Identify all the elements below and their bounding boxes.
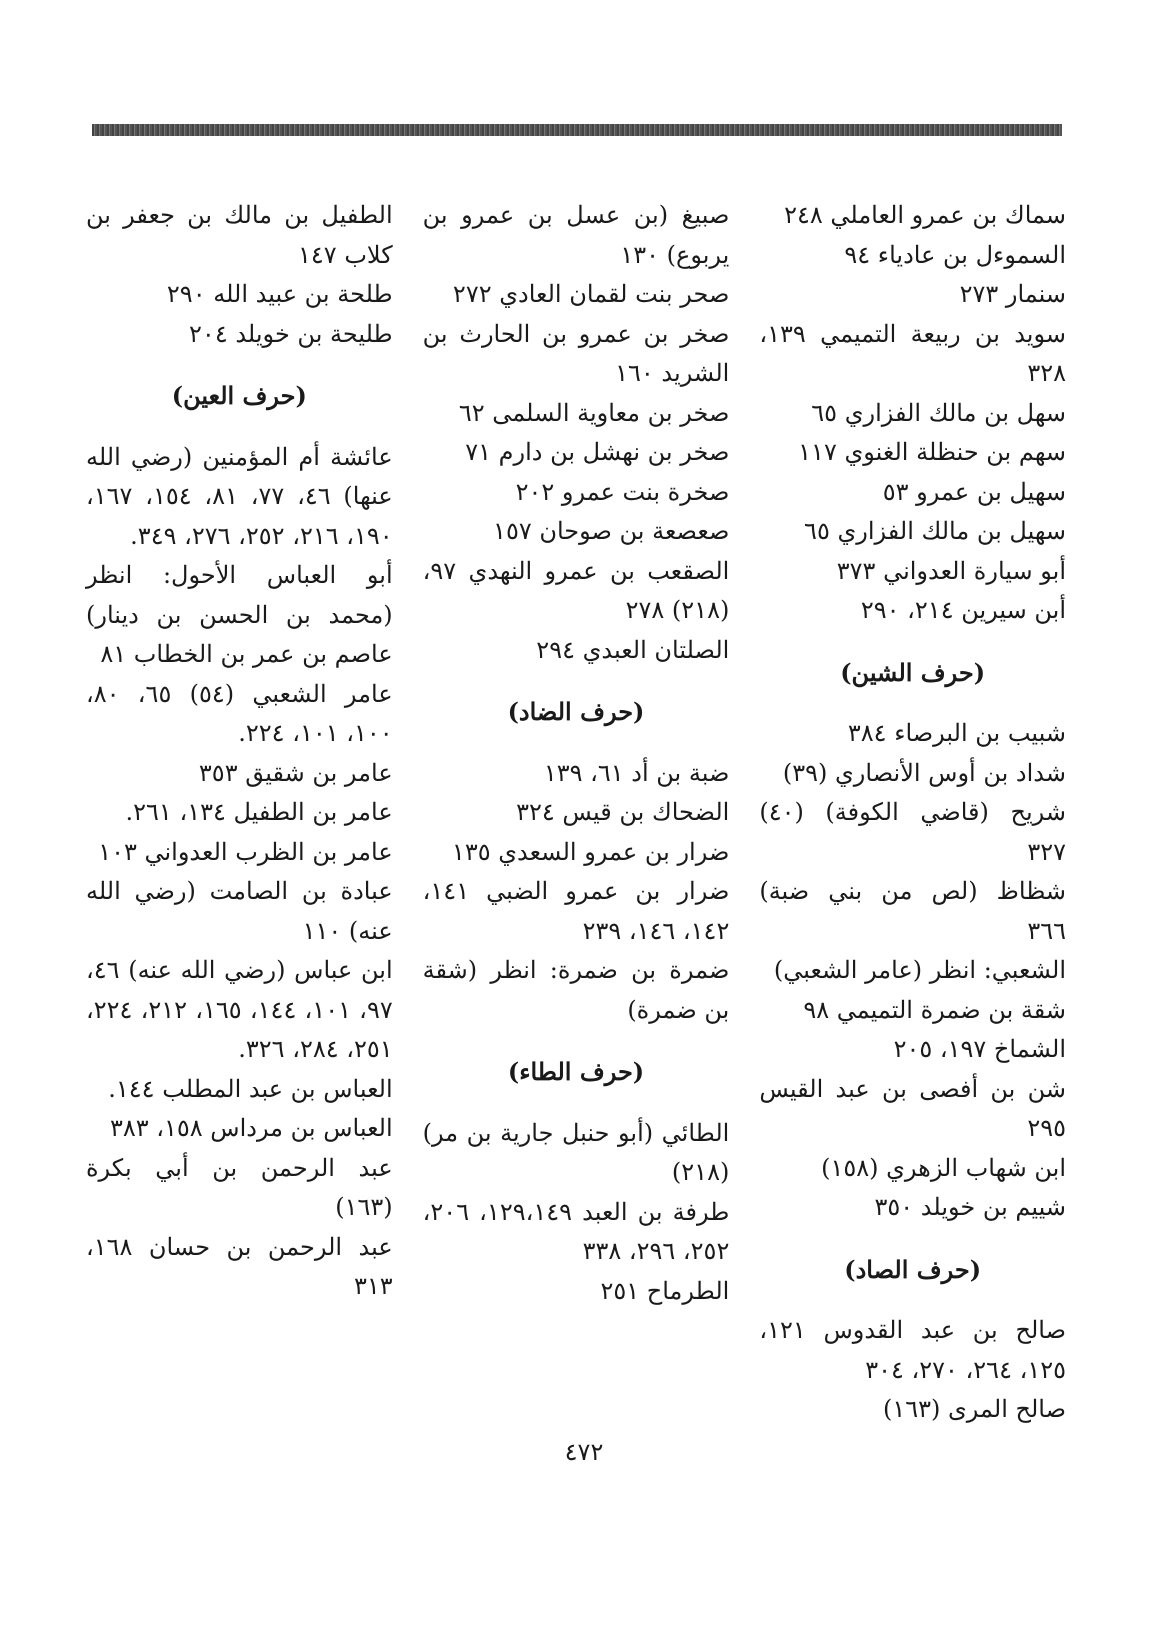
index-entry: عامر بن شقيق ٣٥٣ — [198, 758, 393, 787]
index-entry: أبو سيارة العدواني ٣٧٣ — [836, 556, 1066, 585]
section-heading: (حرف الشين) — [840, 657, 986, 687]
index-entry: عبد الرحمن بن حسان ١٦٨، ٣١٣ — [85, 1232, 393, 1300]
index-entry: أبن سيرين ٢١٤، ٢٩٠ — [860, 596, 1066, 624]
index-entry: عبد الرحمن بن أبي بكرة (١٦٣) — [85, 1153, 393, 1221]
index-entry: ابن عباس (رضي الله عنه) ٤٦، ٩٧، ١٠١، ١٤٤، ١٦٥، ٢١٢، ٢٢٤، ٢٥١، ٢٨٤، ٣٢٦. — [85, 956, 393, 1063]
index-entry: صبيغ (بن عسل بن عمرو بن يربوع) ١٣٠ — [422, 201, 730, 269]
index-entry: الطائي (أبو حنبل جارية بن مر) (٢١٨) — [422, 1118, 730, 1186]
index-entry: عامر بن الطفيل ١٣٤، ٢٦١. — [125, 798, 393, 826]
index-entry: شييم بن خويلد ٣٥٠ — [874, 1193, 1066, 1221]
index-entry: عامر الشعبي (٥٤) ٦٥، ٨٠، ١٠٠، ١٠١، ٢٢٤. — [85, 679, 393, 747]
index-entry: سهيل بن مالك الفزاري ٦٥ — [804, 517, 1066, 545]
index-entry: السموءل بن عادياء ٩٤ — [844, 240, 1066, 269]
index-entry: ضرار بن عمرو السعدي ١٣٥ — [451, 837, 730, 866]
section-heading: (حرف الضاد) — [507, 697, 645, 726]
section-heading: (حرف الطاء) — [507, 1057, 645, 1086]
index-entry: صحر بنت لقمان العادي ٢٧٢ — [452, 280, 730, 308]
index-entry: صخر بن عمرو بن الحارث بن الشريد ١٦٠ — [422, 319, 730, 387]
index-entry: شقة بن ضمرة التميمي ٩٨ — [803, 995, 1066, 1024]
index-entry: صعصعة بن صوحان ١٥٧ — [493, 517, 730, 545]
index-entry: الصقعب بن عمرو النهدي ٩٧، (٢١٨) ٢٧٨ — [422, 556, 730, 624]
index-column-left — [86, 196, 393, 1476]
section-heading: (حرف الصاد) — [844, 1254, 982, 1284]
index-entry: شبيب بن البرصاء ٣٨٤ — [847, 719, 1066, 747]
index-entry: صالح المرى (١٦٣) — [882, 1395, 1066, 1423]
index-entry: طرفة بن العبد ١٢٩،١٤٩، ٢٠٦، ٢٥٢، ٢٩٦، ٣٣٨ — [422, 1197, 730, 1265]
index-columns — [86, 196, 1066, 1476]
index-entry: شن بن أفصى بن عبد القيس ٢٩٥ — [759, 1074, 1066, 1142]
index-entry: صخر بن نهشل بن دارم ٧١ — [465, 438, 730, 466]
index-entry: طليحة بن خويلد ٢٠٤ — [189, 319, 393, 348]
top-rule — [92, 124, 1062, 136]
index-entry: الشماخ ١٩٧، ٢٠٥ — [893, 1035, 1066, 1063]
index-entry: العباس بن عبد المطلب ١٤٤. — [108, 1074, 393, 1103]
index-column-right — [759, 196, 1066, 1476]
index-entry: صخرة بنت عمرو ٢٠٢ — [515, 477, 730, 506]
index-entry: ضبة بن أد ٦١، ١٣٩ — [543, 758, 730, 787]
index-entry: شريح (قاضي الكوفة) (٤٠) ٣٢٧ — [759, 798, 1066, 866]
index-entry: سهيل بن عمرو ٥٣ — [882, 477, 1066, 506]
index-entry: سهل بن مالك الفزاري ٦٥ — [811, 398, 1066, 427]
index-entry: سماك بن عمرو العاملي ٢٤٨ — [784, 201, 1066, 229]
index-entry: الطفيل بن مالك بن جعفر بن كلاب ١٤٧ — [85, 201, 393, 269]
index-entry: شداد بن أوس الأنصاري (٣٩) — [782, 758, 1066, 787]
index-entry: ضمرة بن ضمرة: انظر (شقة بن ضمرة) — [422, 956, 730, 1024]
index-entry: ابن شهاب الزهري (١٥٨) — [821, 1153, 1066, 1182]
index-entry: العباس بن مرداس ١٥٨، ٣٨٣ — [109, 1114, 393, 1142]
index-entry: عائشة أم المؤمنين (رضي الله عنها) ٤٦، ٧٧، ٨١، ١٥٤، ١٦٧، ١٩٠، ٢١٦، ٢٥٢، ٢٧٦، ٣٤٩. — [85, 442, 393, 550]
index-entry: الضحاك بن قيس ٣٢٤ — [516, 798, 730, 826]
index-entry: سهم بن حنظلة الغنوي ١١٧ — [798, 438, 1066, 466]
page-number: ٤٧٢ — [564, 1438, 604, 1466]
index-entry: صالح بن عبد القدوس ١٢١، ١٢٥، ٢٦٤، ٢٧٠، ٣٠٤ — [759, 1316, 1066, 1384]
index-entry: الشعبي: انظر (عامر الشعبي) — [773, 956, 1066, 984]
index-entry: شظاظ (لص من بني ضبة) ٣٦٦ — [759, 877, 1066, 945]
index-entry: عبادة بن الصامت (رضي الله عنه) ١١٠ — [85, 877, 393, 945]
index-column-middle — [423, 196, 730, 1476]
index-entry: سويد بن ربيعة التميمي ١٣٩، ٣٢٨ — [759, 319, 1066, 387]
index-entry: سنمار ٢٧٣ — [959, 280, 1066, 308]
index-entry: الصلتان العبدي ٢٩٤ — [536, 635, 730, 664]
index-entry: ضرار بن عمرو الضبي ١٤١، ١٤٢، ١٤٦، ٢٣٩ — [422, 877, 730, 945]
index-entry: طلحة بن عبيد الله ٢٩٠ — [166, 280, 393, 308]
index-entry: عامر بن الظرب العدواني ١٠٣ — [98, 837, 393, 866]
section-heading: (حرف العين) — [171, 381, 307, 410]
index-entry: أبو العباس الأحول: انظر (محمد بن الحسن بن دينار) عاصم بن عمر بن الخطاب ٨١ — [85, 561, 393, 668]
index-entry: الطرماح ٢٥١ — [600, 1276, 730, 1305]
index-entry: صخر بن معاوية السلمى ٦٢ — [458, 398, 730, 427]
